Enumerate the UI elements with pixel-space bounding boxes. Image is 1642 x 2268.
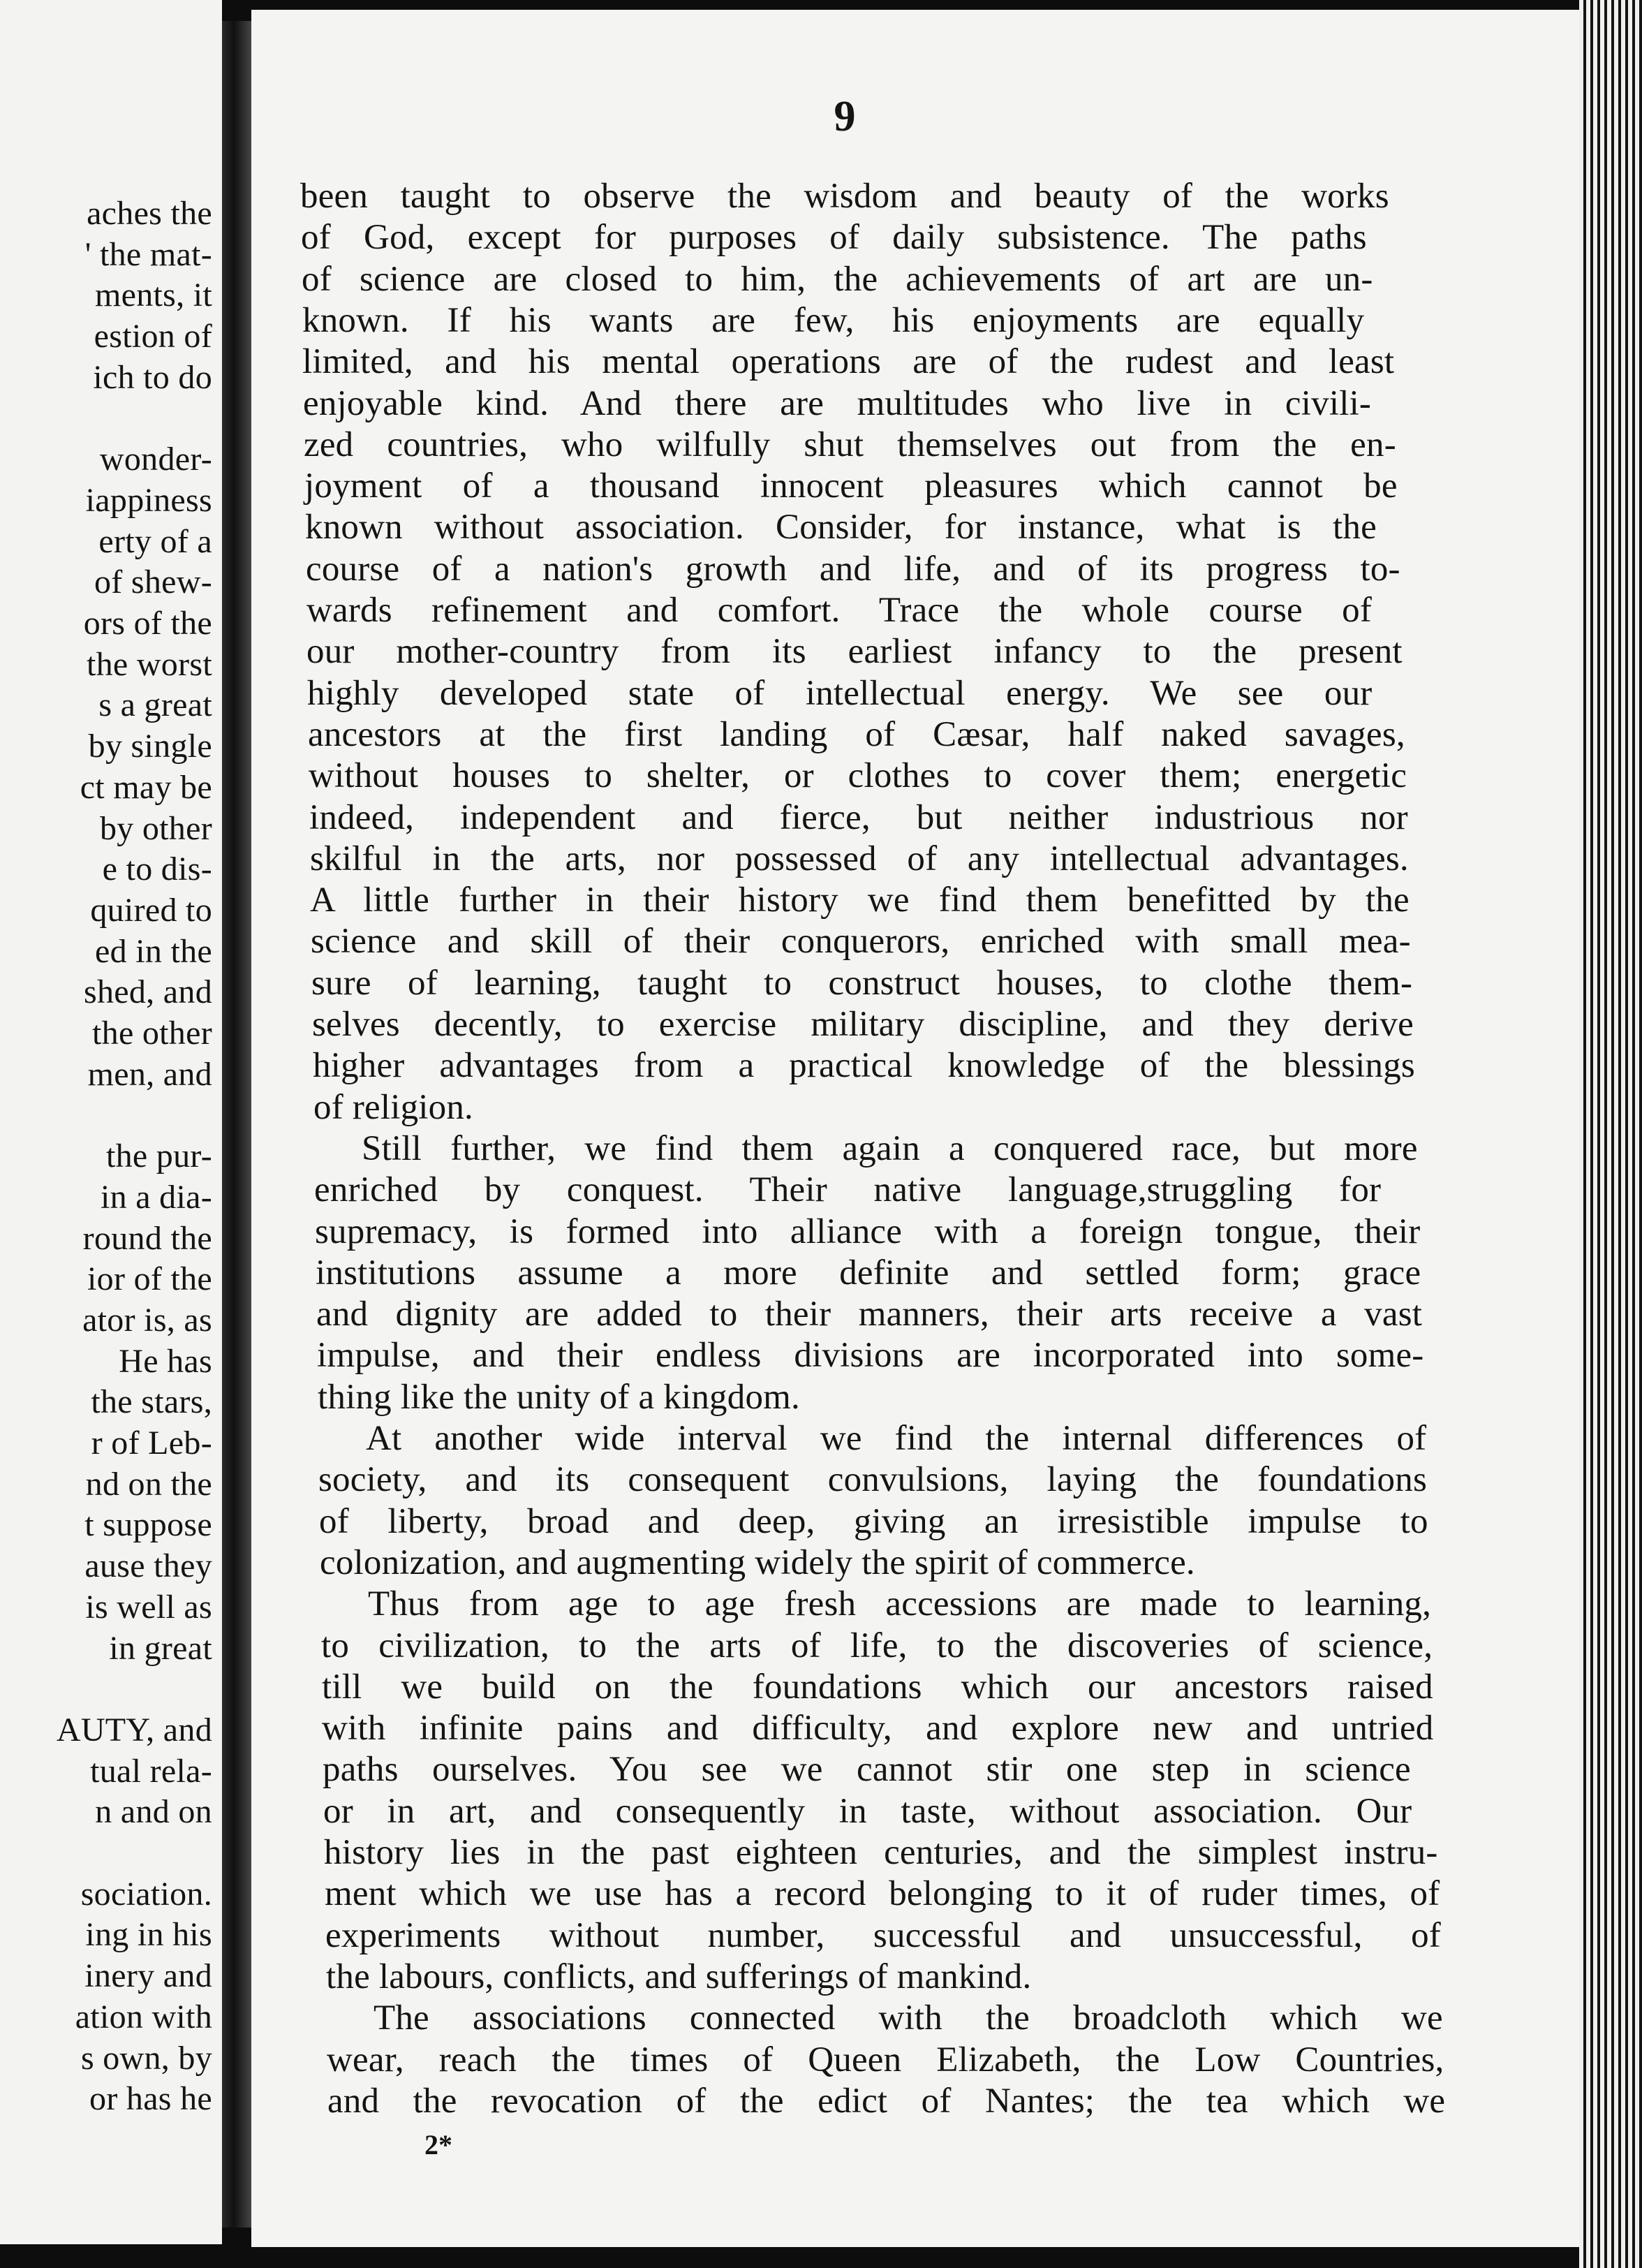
body-text-line: supremacy, is formed into alliance with a foreign tongue, their <box>315 1212 1421 1251</box>
facing-page-line: quired to <box>90 891 212 929</box>
page-edges <box>1579 0 1642 2268</box>
facing-page-line: in a dia- <box>101 1178 212 1216</box>
body-text-line: enjoyable kind. And there are multitudes who live in civili- <box>303 383 1372 423</box>
body-text-line: of God, except for purposes of daily subsistence. The paths <box>301 218 1367 258</box>
body-text-line: Thus from age to age fresh accessions are made to learning, <box>368 1584 1432 1624</box>
body-text-line: history lies in the past eighteen centuries, and the simplest instru- <box>324 1833 1438 1872</box>
facing-page-line: is well as <box>85 1588 212 1626</box>
facing-page-line: tual rela- <box>90 1752 212 1790</box>
body-text-line: zed countries, who wilfully shut themselves out from the en- <box>304 425 1396 464</box>
body-text-line: ancestors at the first landing of Cæsar, half naked savages, <box>308 714 1405 754</box>
facing-page-line: e to dis- <box>102 850 212 888</box>
facing-page-line: the worst <box>86 645 212 683</box>
body-text-line: impulse, and their endless divisions are incorporated into some- <box>317 1336 1424 1376</box>
body-text-line: been taught to observe the wisdom and beauty of the works <box>300 177 1389 216</box>
facing-page-line: shed, and <box>84 973 212 1011</box>
facing-page-line: ors of the <box>83 605 212 642</box>
facing-page-line: ing in his <box>85 1916 212 1954</box>
facing-page-line: n and on <box>95 1793 212 1831</box>
facing-page-line: AUTY, and <box>56 1711 212 1748</box>
body-text-line: enriched by conquest. Their native language,struggling for <box>314 1170 1382 1210</box>
body-text-line: known without association. Consider, for instance, what is the <box>305 508 1377 547</box>
body-text-line: indeed, independent and fierce, but neither industrious nor <box>309 797 1408 837</box>
facing-page <box>0 0 222 2244</box>
facing-page-line: the other <box>92 1015 212 1052</box>
facing-page-line: sociation. <box>80 1875 212 1913</box>
facing-page-line: estion of <box>94 318 212 355</box>
facing-page-line: the pur- <box>105 1137 212 1175</box>
body-text-line: or in art, and consequently in taste, without association. Our <box>323 1791 1412 1831</box>
body-text-line: higher advantages from a practical knowledge of the blessings <box>313 1046 1415 1086</box>
body-text-line: society, and its consequent convulsions, laying the foundations <box>318 1460 1427 1500</box>
facing-page-line: by other <box>99 809 212 847</box>
body-text-line: known. If his wants are few, his enjoyments are equally <box>302 300 1365 340</box>
facing-page-line: r of Leb- <box>91 1424 212 1461</box>
facing-page-line: s own, by <box>80 2039 212 2077</box>
body-text-line: till we build on the foundations which our ancestors raised <box>322 1667 1433 1707</box>
facing-page-line: or has he <box>89 2080 212 2118</box>
body-text-line: skilful in the arts, nor possessed of any intellectual advantages. <box>310 839 1409 878</box>
body-text-line: Still further, we find them again a conquered race, but more <box>362 1128 1418 1168</box>
body-text-line: ment which we use has a record belonging to it of ruder times, of <box>325 1874 1440 1914</box>
page-number: 9 <box>834 93 856 140</box>
printer-signature-mark: 2* <box>424 2129 452 2160</box>
body-text-line: At another wide interval we find the internal differences of <box>366 1419 1427 1458</box>
facing-page-line: ior of the <box>87 1260 212 1298</box>
facing-page-line: aches the <box>87 195 212 232</box>
book-page <box>251 10 1579 2247</box>
body-text-line: limited, and his mental operations are of the rudest and least <box>302 342 1395 382</box>
facing-page-line: by single <box>88 728 212 765</box>
facing-page-line: He has <box>119 1342 212 1380</box>
facing-page-line: t suppose <box>84 1506 212 1544</box>
body-text-line: without houses to shelter, or clothes to cover them; energetic <box>309 756 1407 796</box>
body-text-line: of liberty, broad and deep, giving an irresistible impulse to <box>319 1501 1428 1541</box>
facing-page-line: erty of a <box>98 522 212 560</box>
facing-page-line: s a great <box>98 686 212 724</box>
facing-page-line: ed in the <box>95 932 212 970</box>
facing-page-line: ause they <box>84 1547 212 1585</box>
body-text-line: thing like the unity of a kingdom. <box>318 1377 800 1417</box>
facing-page-line: inery and <box>84 1957 212 1995</box>
body-text-line: experiments without number, successful and unsuccessful, of <box>325 1915 1441 1955</box>
facing-page-line: ich to do <box>93 358 212 396</box>
body-text-line: wear, reach the times of Queen Elizabeth, the Low Countries, <box>327 2040 1444 2079</box>
body-text-line: A little further in their history we find them benefitted by the <box>310 881 1410 920</box>
facing-page-line: the stars, <box>91 1383 212 1421</box>
body-text-line: and dignity are added to their manners, their arts receive a vast <box>316 1295 1423 1334</box>
facing-page-line: ation with <box>75 1998 212 2035</box>
body-text-line: science and skill of their conquerors, enriched with small mea- <box>311 922 1411 962</box>
body-text-line: the labours, conflicts, and sufferings of mankind. <box>326 1957 1032 1996</box>
facing-page-line: ct may be <box>80 768 212 806</box>
facing-page-line: of shew- <box>94 564 212 601</box>
body-text-line: of science are closed to him, the achievements of art are un- <box>302 259 1373 299</box>
book-gutter <box>222 21 251 2228</box>
facing-page-line: nd on the <box>85 1465 212 1503</box>
body-text-line: our mother-country from its earliest infancy to the present <box>306 632 1403 672</box>
facing-page-line: wonder- <box>99 441 212 478</box>
body-text-line: to civilization, to the arts of life, to the discoveries of science, <box>321 1626 1433 1665</box>
body-text-line: paths ourselves. You see we cannot stir one step in science <box>323 1750 1411 1790</box>
facing-page-line: ' the mat- <box>84 235 212 273</box>
facing-page-line: in great <box>109 1629 212 1667</box>
facing-page-line: iappiness <box>85 481 212 519</box>
body-text-line: of religion. <box>313 1087 474 1127</box>
facing-page-line: round the <box>82 1219 212 1257</box>
facing-page-line: ments, it <box>94 277 212 314</box>
body-text-line: colonization, and augmenting widely the spirit of commerce. <box>320 1542 1195 1582</box>
body-text-line: institutions assume a more definite and settled form; grace <box>316 1253 1421 1293</box>
body-text-line: The associations connected with the broadcloth which we <box>373 1998 1443 2038</box>
facing-page-line: men, and <box>87 1055 212 1093</box>
body-text-line: course of a nation's growth and life, and of its progress to- <box>306 549 1400 589</box>
facing-page-line: ator is, as <box>82 1301 212 1339</box>
body-text-line: wards refinement and comfort. Trace the whole course of <box>306 591 1373 630</box>
body-text-line: joyment of a thousand innocent pleasures which cannot be <box>304 466 1398 506</box>
body-text-line: selves decently, to exercise military discipline, and they derive <box>312 1005 1414 1044</box>
body-text-line: and the revocation of the edict of Nantes; the tea which we <box>327 2081 1446 2121</box>
body-text-line: with infinite pains and difficulty, and explore new and untried <box>322 1709 1434 1748</box>
body-text-line: sure of learning, taught to construct houses, to clothe them- <box>311 963 1413 1003</box>
body-text-line: highly developed state of intellectual energy. We see our <box>307 673 1373 713</box>
